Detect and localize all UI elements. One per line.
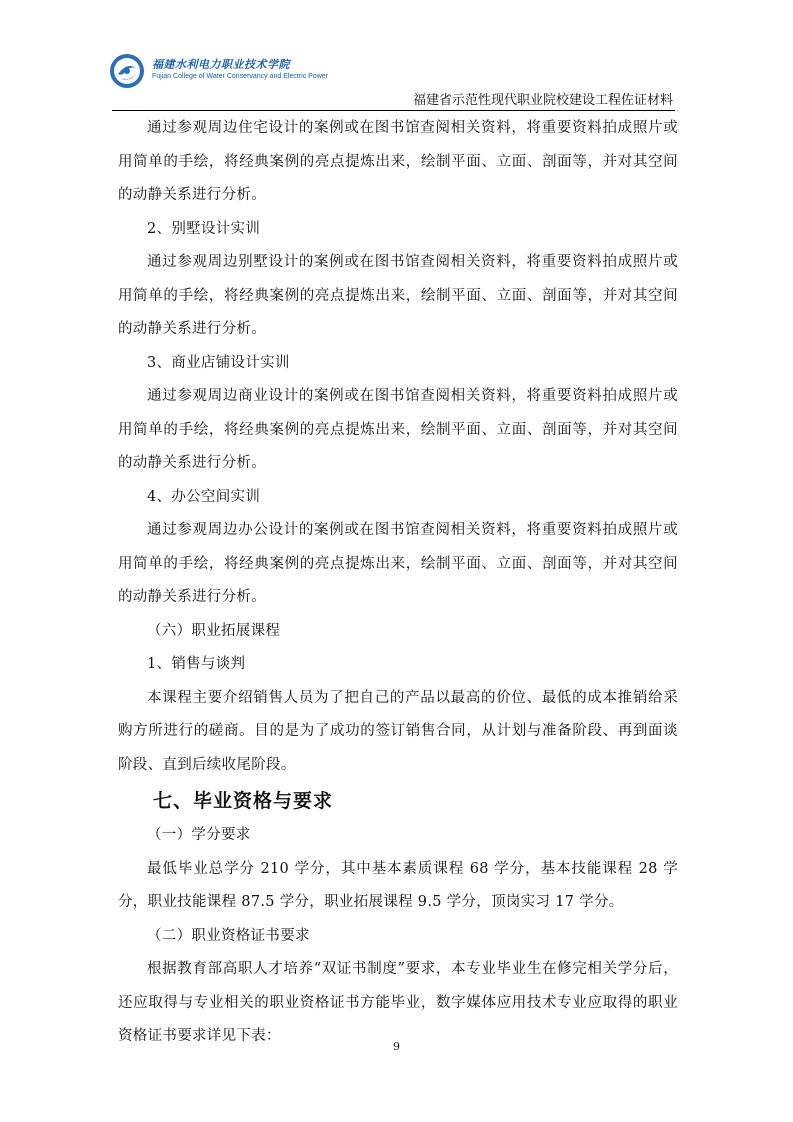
section-heading: 七、毕业资格与要求 <box>153 790 334 812</box>
subheading: 3、商业店铺设计实训 <box>147 354 290 371</box>
subheading: 4、办公空间实训 <box>147 488 261 505</box>
subheading: （一）学分要求 <box>147 827 251 843</box>
page-number: 9 <box>393 1040 400 1053</box>
header-divider <box>112 110 675 111</box>
subheading: 1、销售与谈判 <box>147 656 246 672</box>
subheading: （二）职业资格证书要求 <box>147 927 310 944</box>
paragraph: 本课程主要介绍销售人员为了把自己的产品以最高的价位、最低的成本推销给采购方所进行的磋商。目的是为了成功的签订销售合同，从计划与准备阶段、再到面谈阶段、直到后续收尾阶段。 <box>118 689 678 773</box>
college-logo <box>108 52 328 92</box>
paragraph: 通过参观周边住宅设计的案例或在图书馆查阅相关资料，将重要资料拍成照片或用简单的手绘，将经典案例的亮点提炼出来，绘制平面、立面、剖面等，并对其空间的动静关系进行分析。 <box>118 120 678 203</box>
college-emblem-icon <box>108 52 146 90</box>
subheading: 2、别墅设计实训 <box>147 220 261 237</box>
paragraph: 通过参观周边别墅设计的案例或在图书馆查阅相关资料，将重要资料拍成照片或用简单的手绘，将经典案例的亮点提炼出来，绘制平面、立面、剖面等，并对其空间的动静关系进行分析。 <box>118 254 678 337</box>
subheading: （六）职业拓展课程 <box>147 622 281 639</box>
paragraph: 通过参观周边商业设计的案例或在图书馆查阅相关资料，将重要资料拍成照片或用简单的手绘，将经典案例的亮点提炼出来，绘制平面、立面、剖面等，并对其空间的动静关系进行分析。 <box>118 388 678 471</box>
document-body <box>118 112 678 1054</box>
paragraph: 根据教育部高职人才培养“双证书制度”要求，本专业毕业生在修完相关学分后，还应取得与专业相关的职业资格证书方能毕业，数字媒体应用技术专业应取得的职业资格证书要求详见下表： <box>118 961 678 1044</box>
logo-subtext: Fujian College of Water Conservancy and Electric Power <box>152 73 328 80</box>
logo-text: 福建水利电力职业技术学院 <box>152 58 290 71</box>
header-title: 福建省示范性现代职业院校建设工程佐证材料 <box>412 93 673 108</box>
paragraph: 最低毕业总学分 210 学分，其中基本素质课程 68 学分，基本技能课程 28 学分，职业技能课程 87.5 学分，职业拓展课程 9.5 学分，顶岗实习 17 学分。 <box>118 860 678 910</box>
paragraph: 通过参观周边办公设计的案例或在图书馆查阅相关资料，将重要资料拍成照片或用简单的手绘，将经典案例的亮点提炼出来，绘制平面、立面、剖面等，并对其空间的动静关系进行分析。 <box>118 522 678 605</box>
